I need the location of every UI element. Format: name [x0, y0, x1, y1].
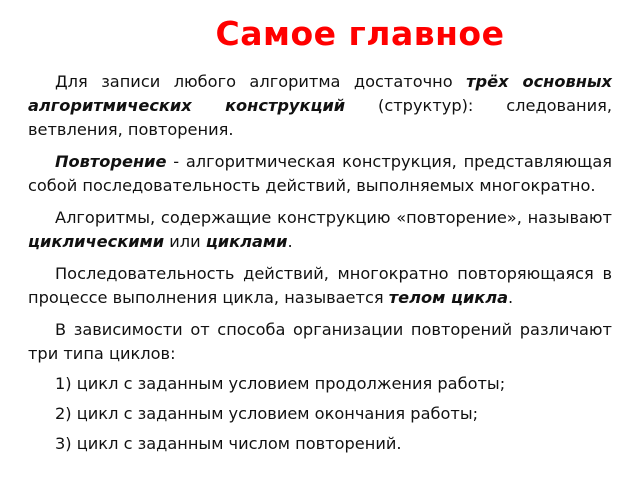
- p1-emphasis: трёх основных алгоритмических конструкций: [28, 72, 612, 115]
- p3-term-cycles: циклами: [205, 232, 288, 251]
- p1-text-before: Для записи любого алгоритма достаточно: [55, 72, 467, 91]
- p1-text-after: (структур): следования, ветвления, повторения.: [28, 96, 612, 139]
- list-item: 1) цикл с заданным условием продолжения работы;: [55, 374, 506, 393]
- list-item: 2) цикл с заданным условием окончания работы;: [55, 404, 479, 423]
- p4-text-before: Последовательность действий, многократно повторяющаяся в процессе выполнения цикла, называется: [28, 264, 612, 307]
- list-item: 3) цикл с заданным числом повторений.: [55, 434, 402, 453]
- p4-term-loop-body: телом цикла: [388, 288, 509, 307]
- paragraph-loop-body: [28, 262, 612, 310]
- p3-text-before: Алгоритмы, содержащие конструкцию «повторение», называют: [55, 208, 612, 227]
- slide-body: [28, 70, 612, 462]
- p3-term-cyclic: циклическими: [28, 232, 165, 251]
- paragraph-constructions: [28, 70, 612, 142]
- p3-text-middle: или: [164, 232, 206, 251]
- slide-title: Самое главное: [215, 14, 505, 53]
- p2-term: Повторение: [55, 152, 167, 171]
- paragraph-loop-types-intro: В зависимости от способа организации повторений различают три типа циклов:: [28, 320, 612, 363]
- p2-definition: - алгоритмическая конструкция, представляющая собой последовательность действий, выполняемых многократно.: [28, 152, 612, 195]
- paragraph-cyclic-algorithms: [28, 206, 612, 254]
- p4-text-after: .: [508, 288, 514, 307]
- paragraph-repetition-definition: [28, 150, 612, 198]
- p3-text-after: .: [287, 232, 293, 251]
